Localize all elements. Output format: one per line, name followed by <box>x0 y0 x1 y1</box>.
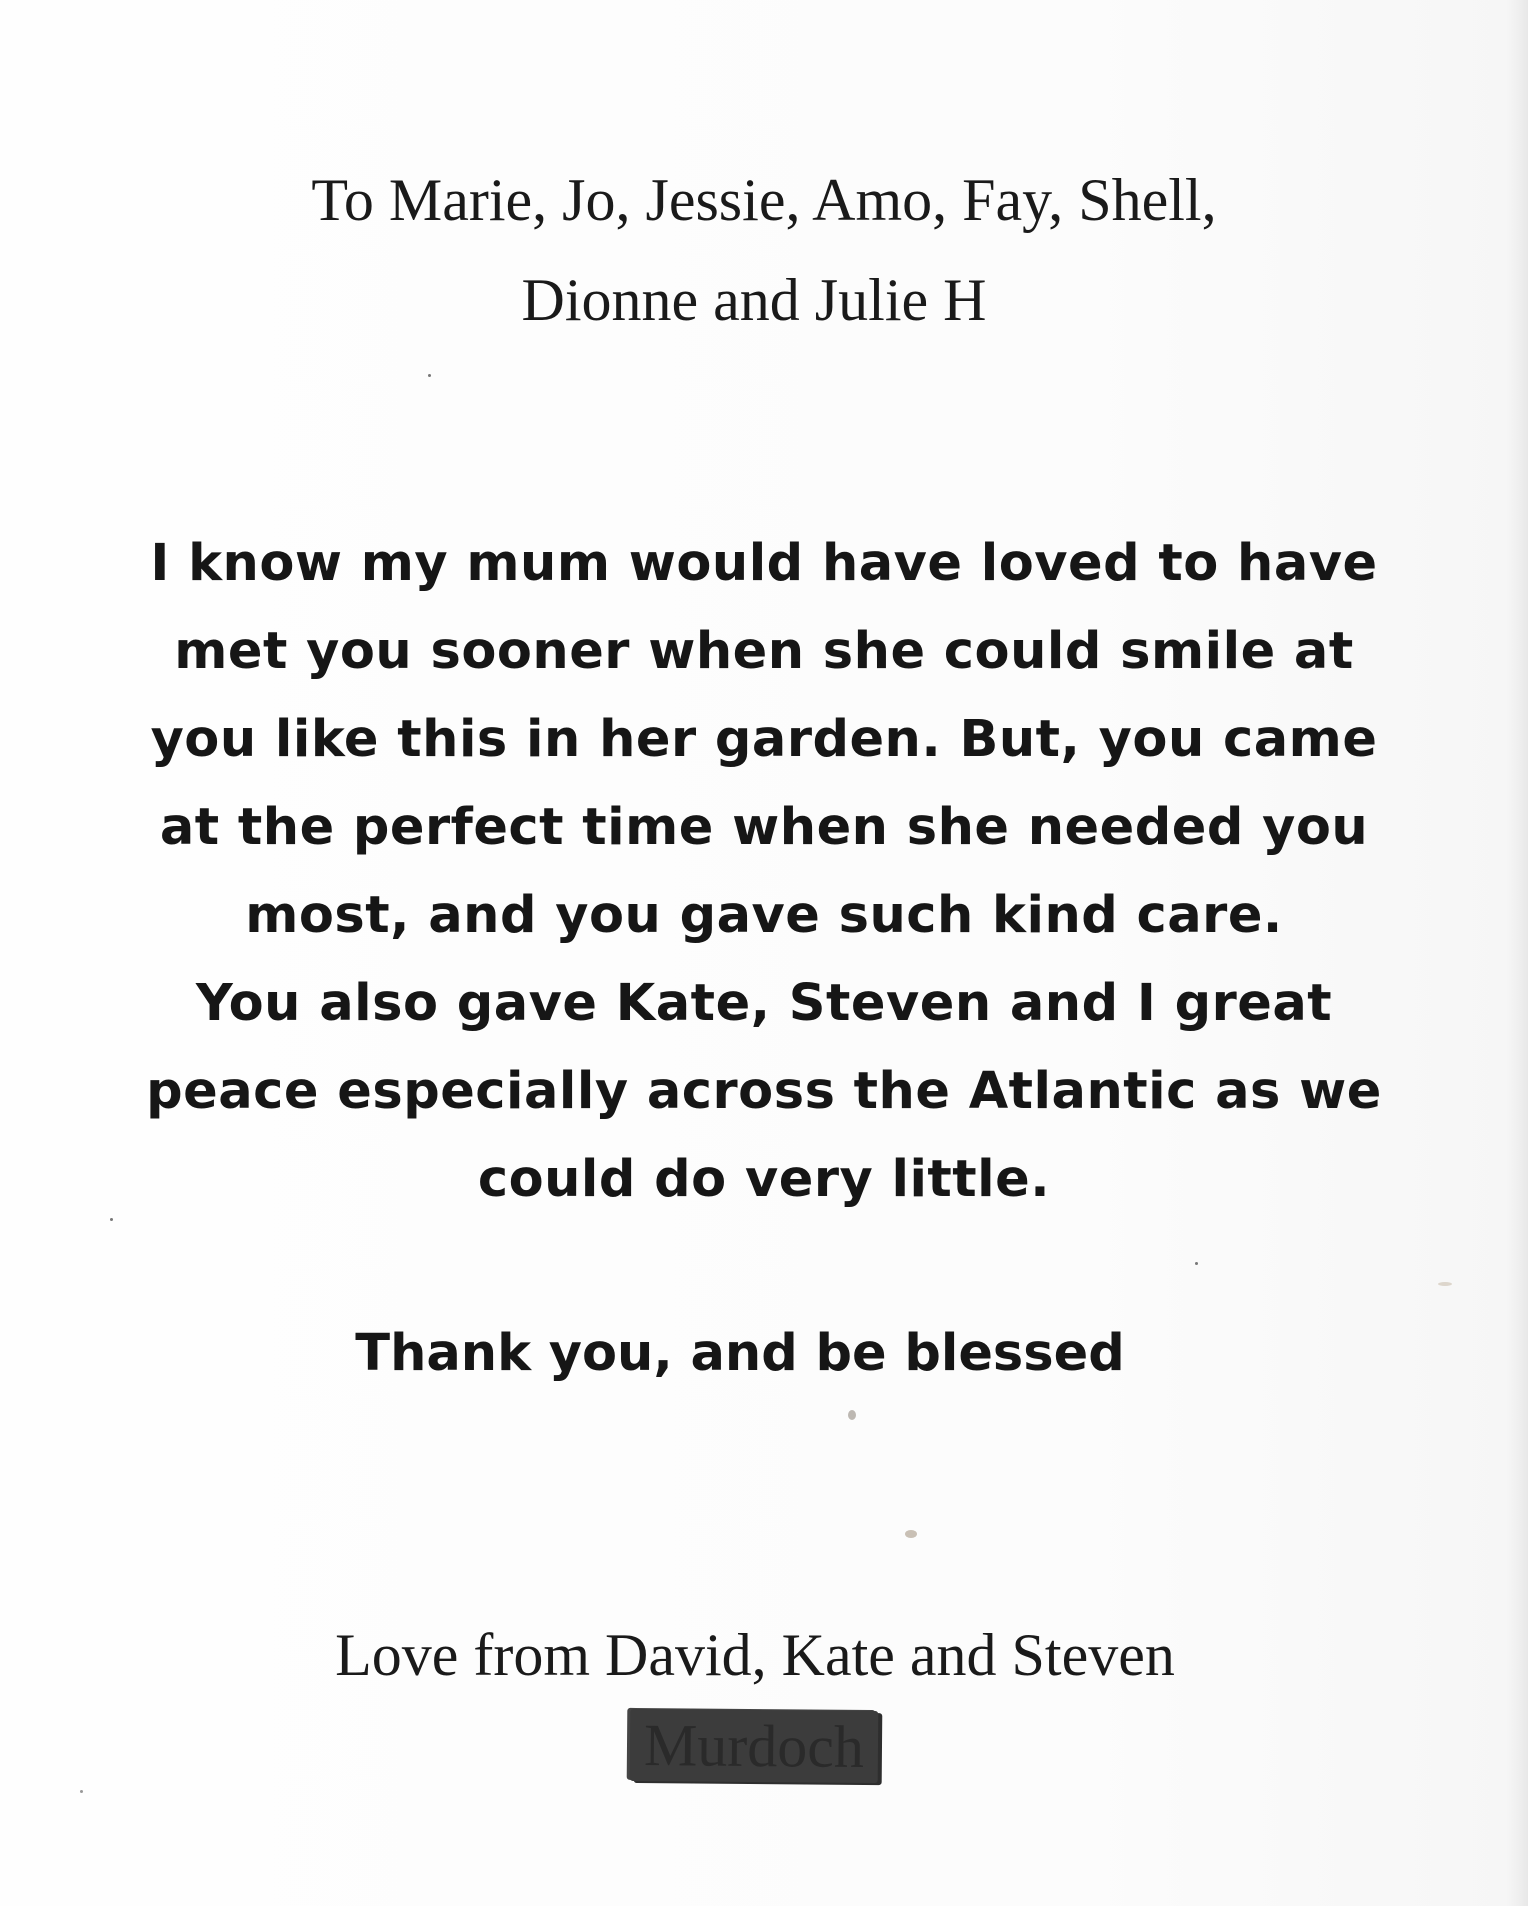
paper-speck <box>848 1410 856 1420</box>
message-line: could do very little. <box>477 1150 1051 1209</box>
paper-speck <box>80 1790 83 1793</box>
signoff-line: Love from David, Kate and Steven <box>335 1622 1175 1688</box>
paper-speck <box>905 1530 917 1538</box>
paper-speck <box>110 1218 113 1221</box>
message-line: You also gave Kate, Steven and I great <box>195 974 1333 1033</box>
paper-speck <box>1438 1282 1452 1286</box>
greeting-line-2: Dionne and Julie H <box>521 267 987 333</box>
surname-container <box>0 1710 1528 1810</box>
message-line: you like this in her garden. But, you came <box>150 710 1378 769</box>
message-line: I know my mum would have loved to have <box>150 534 1378 593</box>
message-line: at the perfect time when she needed you <box>159 798 1369 857</box>
message-body <box>0 520 1528 1224</box>
greeting-line-1: To Marie, Jo, Jessie, Amo, Fay, Shell, <box>311 167 1217 233</box>
message-line: most, and you gave such kind care. <box>245 886 1283 945</box>
surname-highlighted: Murdoch <box>630 1709 879 1783</box>
message-line: peace especially across the Atlantic as we <box>146 1062 1382 1121</box>
message-line: met you sooner when she could smile at <box>174 622 1354 681</box>
paper-speck <box>1195 1262 1198 1265</box>
paper-speck <box>428 374 431 377</box>
thanks-line: Thank you, and be blessed <box>355 1324 1125 1383</box>
